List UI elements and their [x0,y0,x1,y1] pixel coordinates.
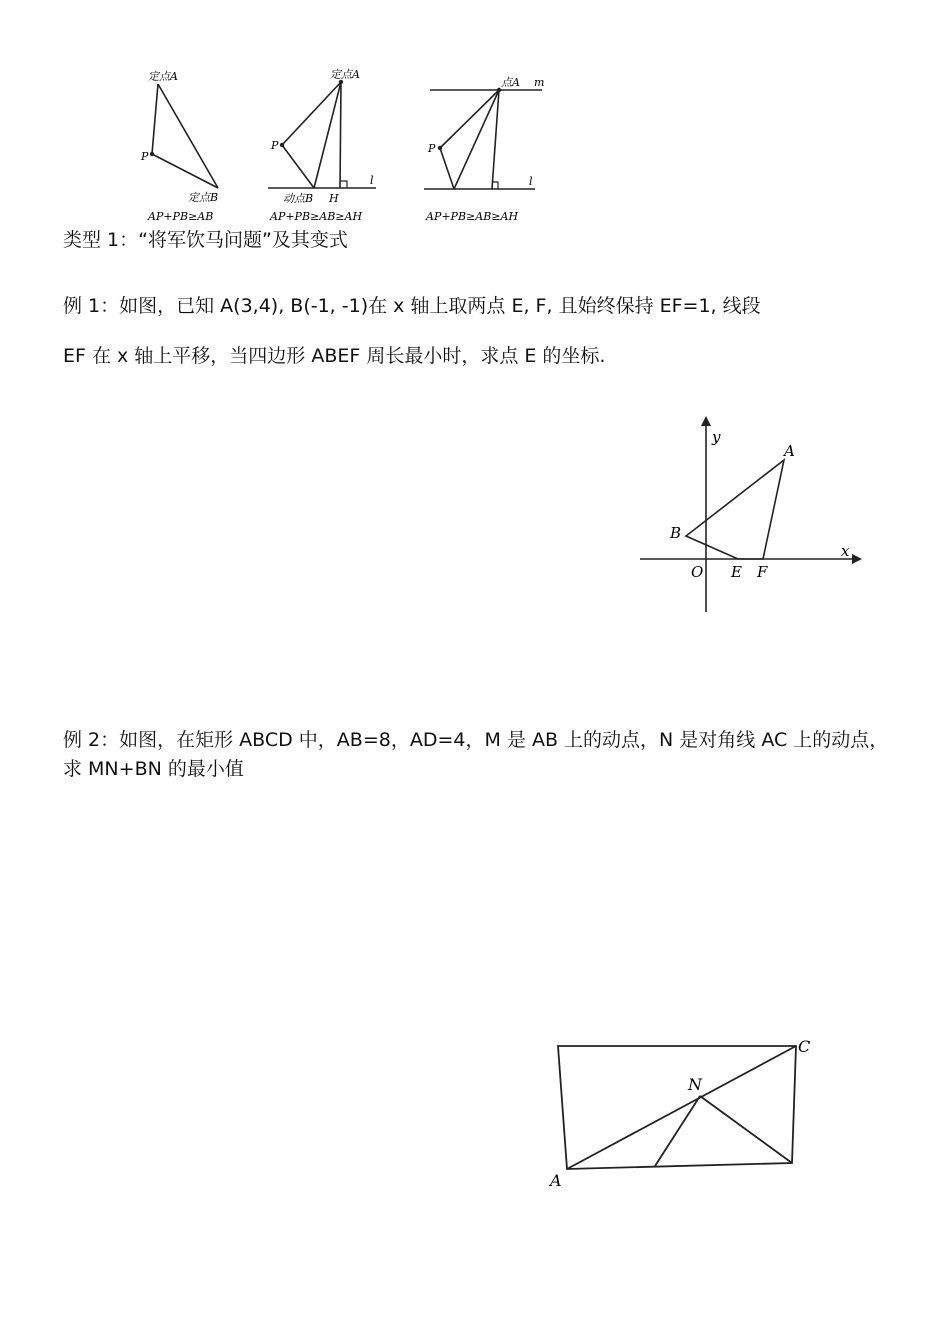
fig1-label-b: 定点B [188,191,219,204]
example2-text: 例 2：如图，在矩形 ABCD 中，AB=8，AD=4，M 是 AB 上的动点，N 是对角线 AC 上的动点，求 MN+BN 的最小值 [63,729,889,780]
example2-figure [540,1028,840,1198]
label-e: E [731,563,742,581]
example1-figure [634,410,874,620]
label-x: x [841,542,850,560]
figure-2 [268,82,376,188]
label-f: F [757,563,768,581]
example1-line2: EF 在 x 轴上平移，当四边形 ABEF 周长最小时，求点 E 的坐标. [63,345,606,367]
segment-mn [655,1096,700,1166]
fig1-caption: AP+PB≥AB [148,210,214,223]
quadrilateral-abef [686,460,784,559]
figure-3 [424,90,542,189]
fig1-label-p: P [141,150,149,163]
fig3-label-p: P [428,142,436,155]
fig2-label-a: 定点A [330,68,360,81]
fig3-label-a: 点A [501,76,520,89]
label-b: B [670,524,682,542]
fig2-label-b: 动点B [283,192,314,205]
fig3-label-l: l [529,175,533,188]
label-a: A [550,1171,562,1190]
top-figures [130,62,570,230]
label-a: A [784,442,795,460]
figure-1 [152,84,218,188]
diagonal-ac [567,1046,796,1169]
example1-line1: 例 1：如图，已知 A(3,4), B(-1, -1)在 x 轴上取两点 E, F, 且始终保持 EF=1, 线段 [63,295,761,317]
fig1-label-a: 定点A [148,70,178,83]
label-o: O [691,563,704,581]
fig2-label-l: l [370,174,374,187]
fig3-caption: AP+PB≥AB≥AH [426,210,519,223]
fig2-label-p: P [271,139,279,152]
fig2-label-h: H [329,192,339,205]
label-n: N [688,1075,702,1094]
label-c: C [798,1037,811,1056]
section-heading: 类型 1：“将军饮马问题”及其变式 [63,229,348,251]
segment-bn [700,1096,792,1163]
fig2-caption: AP+PB≥AB≥AH [270,210,363,223]
fig3-label-m: m [534,76,545,89]
label-y: y [712,428,721,446]
